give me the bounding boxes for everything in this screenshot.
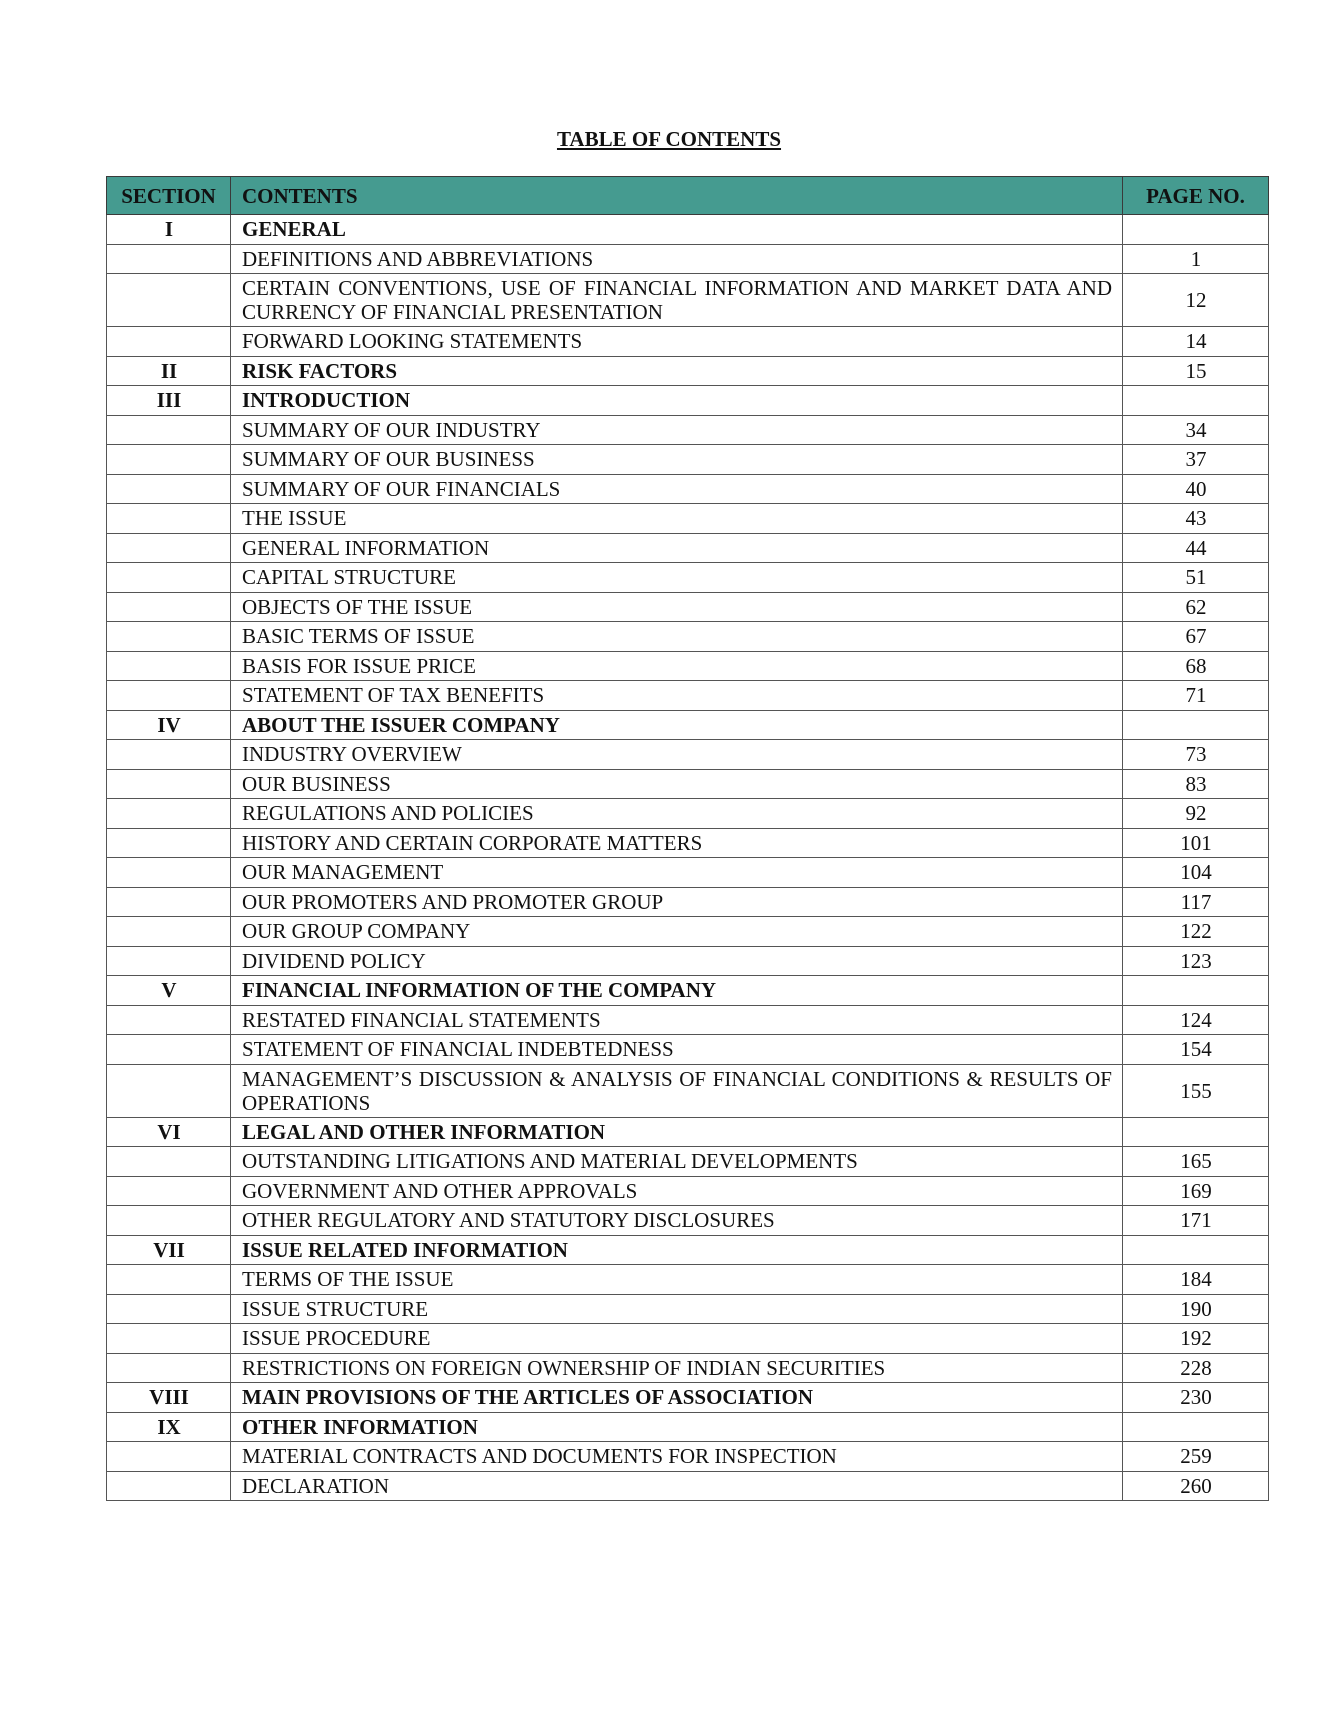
section-number: VII [107,1235,231,1265]
entry-title: TERMS OF THE ISSUE [231,1265,1123,1295]
toc-entry-row [107,533,1269,563]
page-number: 92 [1123,799,1269,829]
page-number: 155 [1123,1064,1269,1117]
section-number: VI [107,1117,231,1147]
entry-title: BASIC TERMS OF ISSUE [231,622,1123,652]
section-number [107,415,231,445]
section-number [107,327,231,357]
section-title: GENERAL [231,215,1123,245]
section-number [107,681,231,711]
entry-title: DECLARATION [231,1471,1123,1501]
page-number: 230 [1123,1383,1269,1413]
section-number [107,504,231,534]
section-number [107,1035,231,1065]
section-title: INTRODUCTION [231,386,1123,416]
section-number: IX [107,1412,231,1442]
page-number: 192 [1123,1324,1269,1354]
toc-section-row [107,1235,1269,1265]
toc-entry-row [107,474,1269,504]
entry-title: ISSUE STRUCTURE [231,1294,1123,1324]
section-number [107,445,231,475]
toc-section-row [107,215,1269,245]
toc-entry-row [107,445,1269,475]
page-number: 83 [1123,769,1269,799]
entry-title: OUR MANAGEMENT [231,858,1123,888]
page-number [1123,710,1269,740]
section-number [107,1265,231,1295]
header-page-no: PAGE NO. [1123,177,1269,215]
page-number: 184 [1123,1265,1269,1295]
entry-title: GOVERNMENT AND OTHER APPROVALS [231,1176,1123,1206]
entry-title: DIVIDEND POLICY [231,946,1123,976]
section-title: LEGAL AND OTHER INFORMATION [231,1117,1123,1147]
section-number [107,1147,231,1177]
toc-entry-row [107,946,1269,976]
page-number: 71 [1123,681,1269,711]
toc-body [107,215,1269,1501]
entry-title: ISSUE PROCEDURE [231,1324,1123,1354]
toc-entry-row [107,1147,1269,1177]
section-number [107,244,231,274]
page-number: 15 [1123,356,1269,386]
page-number: 190 [1123,1294,1269,1324]
section-number: III [107,386,231,416]
section-number [107,622,231,652]
toc-entry-row [107,917,1269,947]
entry-title: RESTATED FINANCIAL STATEMENTS [231,1005,1123,1035]
entry-title: OUR GROUP COMPANY [231,917,1123,947]
entry-title: OUR BUSINESS [231,769,1123,799]
toc-section-row [107,1412,1269,1442]
entry-title: THE ISSUE [231,504,1123,534]
toc-entry-row [107,592,1269,622]
toc-entry-row [107,1265,1269,1295]
entry-title: MATERIAL CONTRACTS AND DOCUMENTS FOR INSPECTION [231,1442,1123,1472]
page-number: 154 [1123,1035,1269,1065]
entry-title: FORWARD LOOKING STATEMENTS [231,327,1123,357]
entry-title: REGULATIONS AND POLICIES [231,799,1123,829]
toc-entry-row [107,858,1269,888]
toc-entry-row [107,504,1269,534]
entry-title: CAPITAL STRUCTURE [231,563,1123,593]
page-number [1123,386,1269,416]
toc-table [106,176,1269,1501]
section-number [107,1206,231,1236]
page-number: 123 [1123,946,1269,976]
section-number [107,1005,231,1035]
section-number: VIII [107,1383,231,1413]
toc-entry-row [107,1324,1269,1354]
section-number [107,769,231,799]
entry-title: OUR PROMOTERS AND PROMOTER GROUP [231,887,1123,917]
page-number: 67 [1123,622,1269,652]
page-number [1123,976,1269,1006]
section-number [107,533,231,563]
page-number: 101 [1123,828,1269,858]
section-number [107,1324,231,1354]
entry-title: GENERAL INFORMATION [231,533,1123,563]
entry-title: STATEMENT OF TAX BENEFITS [231,681,1123,711]
section-number: I [107,215,231,245]
entry-title: BASIS FOR ISSUE PRICE [231,651,1123,681]
page-number: 68 [1123,651,1269,681]
section-number [107,651,231,681]
page-number: 37 [1123,445,1269,475]
section-number [107,1294,231,1324]
page-number: 124 [1123,1005,1269,1035]
section-number: II [107,356,231,386]
toc-entry-row [107,799,1269,829]
entry-title: SUMMARY OF OUR FINANCIALS [231,474,1123,504]
toc-entry-row [107,1206,1269,1236]
entry-title: OUTSTANDING LITIGATIONS AND MATERIAL DEVELOPMENTS [231,1147,1123,1177]
entry-title: OBJECTS OF THE ISSUE [231,592,1123,622]
section-number: V [107,976,231,1006]
toc-section-row [107,386,1269,416]
entry-title: STATEMENT OF FINANCIAL INDEBTEDNESS [231,1035,1123,1065]
toc-entry-row [107,1442,1269,1472]
toc-entry-row [107,622,1269,652]
toc-entry-row [107,1064,1269,1117]
toc-entry-row [107,327,1269,357]
toc-section-row [107,356,1269,386]
section-number [107,1442,231,1472]
section-number: IV [107,710,231,740]
section-title: OTHER INFORMATION [231,1412,1123,1442]
entry-title: SUMMARY OF OUR INDUSTRY [231,415,1123,445]
toc-header-row [107,177,1269,215]
toc-section-row [107,710,1269,740]
page-number: 14 [1123,327,1269,357]
section-number [107,887,231,917]
entry-title: RESTRICTIONS ON FOREIGN OWNERSHIP OF INDIAN SECURITIES [231,1353,1123,1383]
toc-section-row [107,1117,1269,1147]
toc-entry-row [107,887,1269,917]
page-number: 165 [1123,1147,1269,1177]
toc-entry-row [107,1005,1269,1035]
page-number [1123,1412,1269,1442]
toc-entry-row [107,828,1269,858]
toc-entry-row [107,274,1269,327]
toc-entry-row [107,769,1269,799]
page-number: 259 [1123,1442,1269,1472]
section-number [107,592,231,622]
entry-title: DEFINITIONS AND ABBREVIATIONS [231,244,1123,274]
section-number [107,740,231,770]
entry-title: HISTORY AND CERTAIN CORPORATE MATTERS [231,828,1123,858]
toc-entry-row [107,740,1269,770]
page-number: 51 [1123,563,1269,593]
page-number: 228 [1123,1353,1269,1383]
page-number: 1 [1123,244,1269,274]
page-number: 44 [1123,533,1269,563]
page-number: 34 [1123,415,1269,445]
header-contents: CONTENTS [231,177,1123,215]
page-number: 12 [1123,274,1269,327]
section-number [107,474,231,504]
page-number: 40 [1123,474,1269,504]
page-number: 104 [1123,858,1269,888]
header-section: SECTION [107,177,231,215]
entry-title: OTHER REGULATORY AND STATUTORY DISCLOSURES [231,1206,1123,1236]
section-title: MAIN PROVISIONS OF THE ARTICLES OF ASSOCIATION [231,1383,1123,1413]
section-title: ABOUT THE ISSUER COMPANY [231,710,1123,740]
page-number: 73 [1123,740,1269,770]
section-number [107,563,231,593]
toc-entry-row [107,1176,1269,1206]
page-number: 43 [1123,504,1269,534]
page-number [1123,215,1269,245]
toc-entry-row [107,1471,1269,1501]
toc-entry-row [107,681,1269,711]
section-title: ISSUE RELATED INFORMATION [231,1235,1123,1265]
section-title: FINANCIAL INFORMATION OF THE COMPANY [231,976,1123,1006]
toc-entry-row [107,1035,1269,1065]
page-number [1123,1117,1269,1147]
page-number: 117 [1123,887,1269,917]
toc-entry-row [107,1294,1269,1324]
section-number [107,1471,231,1501]
entry-title: MANAGEMENT’S DISCUSSION & ANALYSIS OF FINANCIAL CONDITIONS & RESULTS OF OPERATIONS [231,1064,1123,1117]
page-title: TABLE OF CONTENTS [556,127,782,151]
toc-entry-row [107,651,1269,681]
toc-entry-row [107,1353,1269,1383]
section-number [107,1064,231,1117]
page-number: 62 [1123,592,1269,622]
section-number [107,1353,231,1383]
section-number [107,1176,231,1206]
page-number: 260 [1123,1471,1269,1501]
section-title: RISK FACTORS [231,356,1123,386]
section-number [107,799,231,829]
toc-header [107,177,1269,215]
entry-title: CERTAIN CONVENTIONS, USE OF FINANCIAL INFORMATION AND MARKET DATA AND CURRENCY OF FINANCIAL PRESENTATION [231,274,1123,327]
toc-entry-row [107,244,1269,274]
entry-title: SUMMARY OF OUR BUSINESS [231,445,1123,475]
section-number [107,946,231,976]
toc-section-row [107,976,1269,1006]
section-number [107,274,231,327]
toc-section-row [107,1383,1269,1413]
entry-title: INDUSTRY OVERVIEW [231,740,1123,770]
page-number: 171 [1123,1206,1269,1236]
section-number [107,858,231,888]
page-number [1123,1235,1269,1265]
section-number [107,917,231,947]
section-number [107,828,231,858]
toc-entry-row [107,563,1269,593]
page-number: 169 [1123,1176,1269,1206]
page-number: 122 [1123,917,1269,947]
toc-entry-row [107,415,1269,445]
